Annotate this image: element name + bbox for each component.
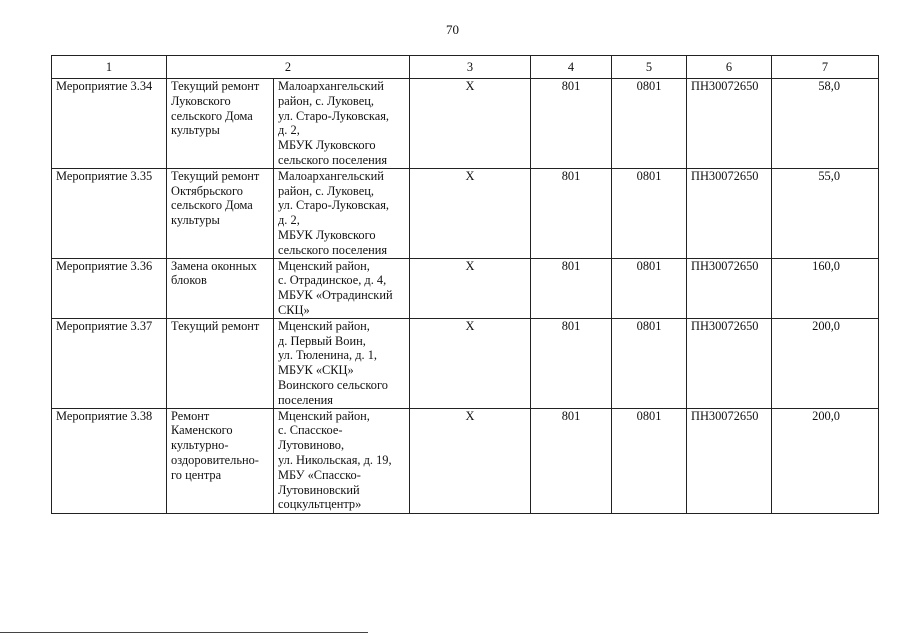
address-cell: Малоархангельский район, с. Луковец, ул. Старо-Луковская, д. 2, МБУК Луковского сельского поселения	[274, 79, 410, 169]
address-cell: Мценский район, с. Отрадинское, д. 4, МБУК «Отрадинский СКЦ»	[274, 258, 410, 318]
name-cell: Текущий ремонт	[167, 318, 274, 408]
col4-cell: 801	[531, 258, 612, 318]
col7-cell: 58,0	[772, 79, 879, 169]
col3-cell: X	[410, 408, 531, 513]
col5-cell: 0801	[612, 79, 687, 169]
table-row	[52, 318, 879, 408]
name-cell: Текущий ремонт Луковского сельского Дома культуры	[167, 79, 274, 169]
event-cell: Мероприятие 3.34	[52, 79, 167, 169]
header-row	[52, 56, 879, 79]
header-col-7: 7	[772, 56, 879, 79]
col5-cell: 0801	[612, 408, 687, 513]
header-col-3: 3	[410, 56, 531, 79]
col4-cell: 801	[531, 168, 612, 258]
col5-cell: 0801	[612, 258, 687, 318]
name-cell: Ремонт Каменского культурно- оздоровительно- го центра	[167, 408, 274, 513]
col3-cell: X	[410, 318, 531, 408]
col6-cell: ПН30072650	[687, 168, 772, 258]
col6-cell: ПН30072650	[687, 318, 772, 408]
name-cell: Текущий ремонт Октябрьского сельского Дома культуры	[167, 168, 274, 258]
header-col-1: 1	[52, 56, 167, 79]
header-col-4: 4	[531, 56, 612, 79]
col7-cell: 55,0	[772, 168, 879, 258]
col3-cell: X	[410, 79, 531, 169]
event-cell: Мероприятие 3.37	[52, 318, 167, 408]
budget-table	[51, 55, 879, 514]
address-cell: Мценский район, д. Первый Воин, ул. Тюленина, д. 1, МБУК «СКЦ» Воинского сельского поселения	[274, 318, 410, 408]
col4-cell: 801	[531, 318, 612, 408]
table-row	[52, 408, 879, 513]
footnote-rule	[0, 632, 368, 633]
table-row	[52, 168, 879, 258]
col7-cell: 160,0	[772, 258, 879, 318]
page-number: 70	[446, 22, 459, 37]
address-cell: Мценский район, с. Спасское- Лутовиново, ул. Никольская, д. 19, МБУ «Спасско- Лутовиновский соцкультцентр»	[274, 408, 410, 513]
col7-cell: 200,0	[772, 318, 879, 408]
col6-cell: ПН30072650	[687, 258, 772, 318]
col4-cell: 801	[531, 79, 612, 169]
header-col-6: 6	[687, 56, 772, 79]
col3-cell: X	[410, 168, 531, 258]
table-row	[52, 79, 879, 169]
table-row	[52, 258, 879, 318]
col6-cell: ПН30072650	[687, 79, 772, 169]
header-col-5: 5	[612, 56, 687, 79]
col6-cell: ПН30072650	[687, 408, 772, 513]
event-cell: Мероприятие 3.38	[52, 408, 167, 513]
event-cell: Мероприятие 3.36	[52, 258, 167, 318]
header-col-2: 2	[167, 56, 410, 79]
col4-cell: 801	[531, 408, 612, 513]
col5-cell: 0801	[612, 318, 687, 408]
col7-cell: 200,0	[772, 408, 879, 513]
col5-cell: 0801	[612, 168, 687, 258]
col3-cell: X	[410, 258, 531, 318]
name-cell: Замена оконных блоков	[167, 258, 274, 318]
event-cell: Мероприятие 3.35	[52, 168, 167, 258]
address-cell: Малоархангельский район, с. Луковец, ул. Старо-Луковская, д. 2, МБУК Луковского сельского поселения	[274, 168, 410, 258]
